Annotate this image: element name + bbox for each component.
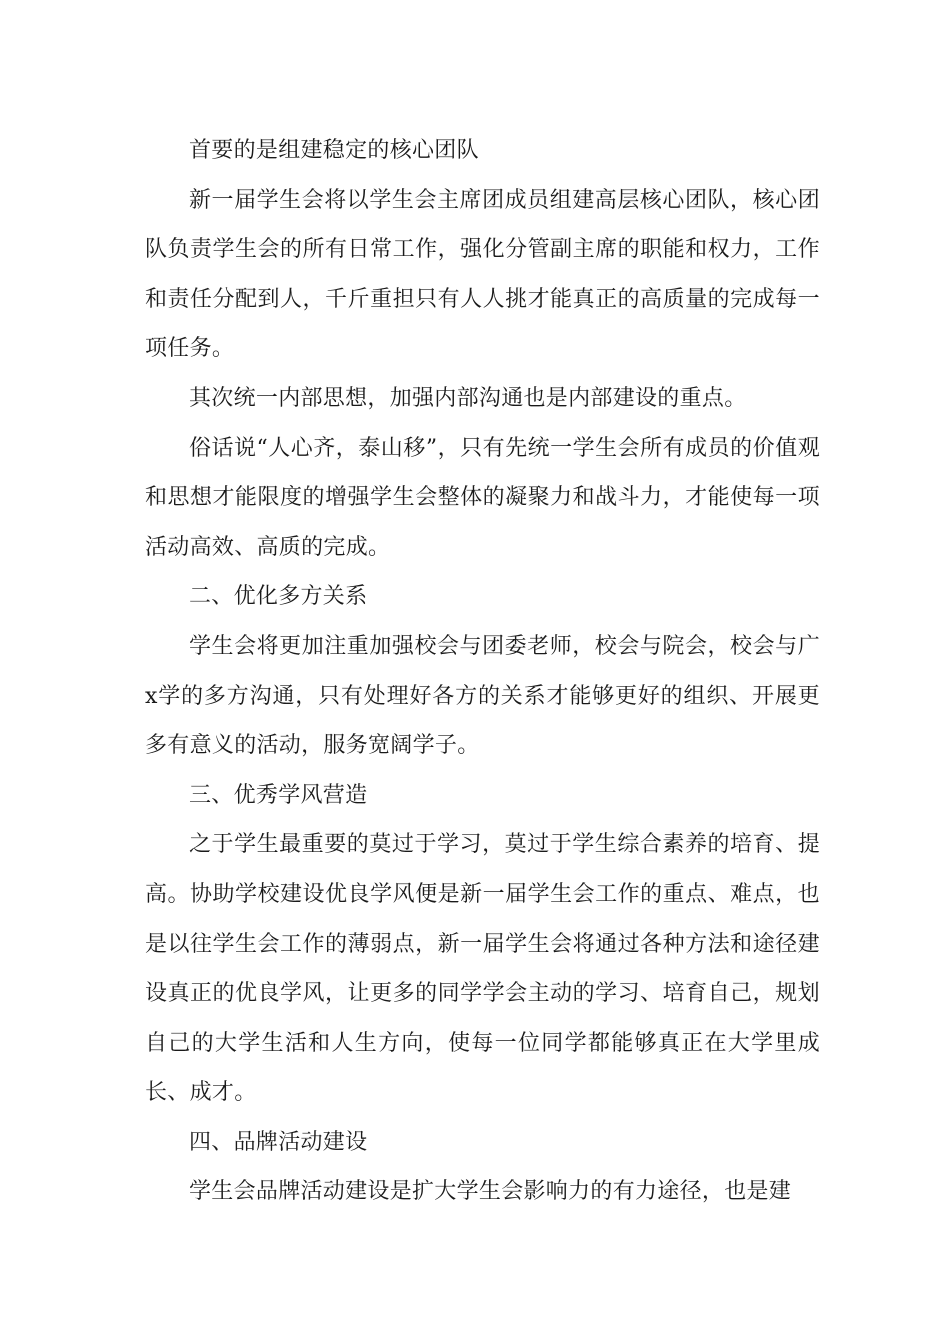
paragraph-brand-activities: 学生会品牌活动建设是扩大学生会影响力的有力途径，也是建 <box>189 1179 792 1205</box>
section-heading-relations: 二、优化多方关系 <box>189 584 368 610</box>
paragraph-core-team: 新一届学生会将以学生会主席团成员组建高层核心团队，核心团队负责学生会的所有日常工作，强化分管副主席的职能和权力，工作和责任分配到人，千斤重担只有人人挑才能真正的高质量的完成每一项任务。 <box>145 187 820 362</box>
paragraph-study-style: 之于学生最重要的莫过于学习，莫过于学生综合素养的培育、提高。协助学校建设优良学风便是新一届学生会工作的重点、难点，也是以往学生会工作的薄弱点，新一届学生会将通过各种方法和途径建设真正的优良学风，让更多的同学学会主动的学习、培育自己，规划自己的大学生活和人生方向，使每一位同学都能够真正在大学里成长、成才。 <box>145 832 820 1106</box>
section-heading-study-style: 三、优秀学风营造 <box>189 782 368 808</box>
paragraph-relations: 学生会将更加注重加强校会与团委老师，校会与院会，校会与广x学的多方沟通，只有处理好各方的关系才能够更好的组织、开展更多有意义的活动，服务宽阔学子。 <box>145 633 820 759</box>
paragraph-unity: 俗话说“人心齐，泰山移”，只有先统一学生会所有成员的价值观和思想才能限度的增强学生会整体的凝聚力和战斗力，才能使每一项活动高效、高质的完成。 <box>145 435 820 560</box>
paragraph-core-team-heading: 首要的是组建稳定的核心团队 <box>189 138 479 163</box>
section-heading-brand-activities: 四、品牌活动建设 <box>189 1129 368 1155</box>
document-body <box>145 126 820 1217</box>
paragraph-internal-communication: 其次统一内部思想，加强内部沟通也是内部建设的重点。 <box>189 385 747 411</box>
